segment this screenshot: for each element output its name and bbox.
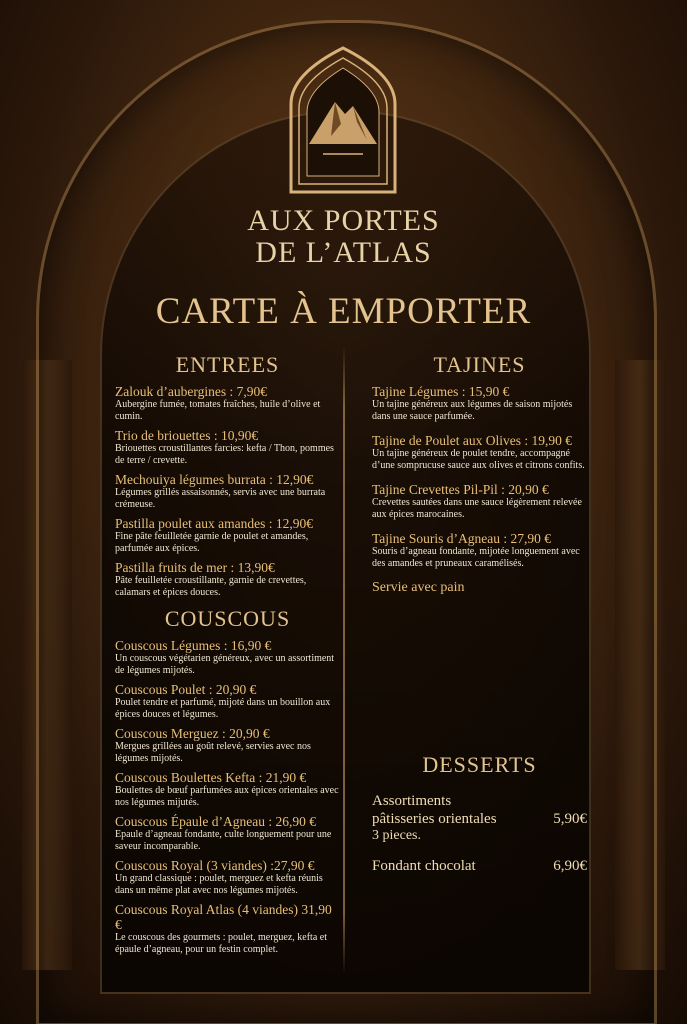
dessert-sub: 3 pieces.: [372, 828, 421, 843]
dessert-name-line1: Assortiments: [372, 793, 452, 809]
dessert-price: 6,90€: [553, 858, 587, 874]
item-desc: Le couscous des gourmets : poulet, merguez, kefta et épaule d’agneau, pour un festin complet.: [115, 932, 327, 955]
menu-item: [115, 428, 340, 466]
page-title: CARTE À EMPORTER: [155, 291, 532, 332]
item-desc: Un tajine généreux de poulet tendre, accompagné d’une sompruсuse sauce aux olives et citrons confits.: [372, 448, 585, 471]
served-with-bread-note: Servie avec pain: [372, 580, 465, 595]
menu-item: [115, 902, 340, 955]
item-desc: Aubergine fumée, tomates fraîches, huile d’olive et cumin.: [115, 399, 321, 422]
item-desc: Epaule d’agneau fondante, culte longuement pour une saveur incomparable.: [115, 829, 332, 852]
dessert-row: [372, 792, 587, 810]
mountain-arch-logo-icon: [283, 44, 403, 194]
dessert-price: 5,90€: [553, 811, 587, 827]
dessert-name-line2: pâtisseries orientales: [372, 811, 497, 827]
item-name: Tajine Souris d’Agneau : 27,90 €: [372, 531, 552, 546]
menu-item: [115, 726, 340, 764]
item-desc: Mergues grillées au goût relevé, servies avec nos légumes mijotés.: [115, 741, 311, 764]
item-desc: Un grand classique : poulet, merguez et kefta réunis dans un même plat avec nos légumes mijotés.: [115, 873, 323, 896]
menu-item: [115, 858, 340, 896]
menu-item: [115, 682, 340, 720]
item-desc: Un tajine généreux aux légumes de saison mijotés dans une sauce parfumée.: [372, 399, 573, 422]
desserts-section: [372, 752, 587, 875]
item-desc: Un couscous végétarien généreux, avec un assortiment de légumes mijotés.: [115, 653, 335, 676]
right-column: [372, 352, 587, 596]
left-column: [115, 352, 340, 961]
item-name: Tajine Légumes : 15,90 €: [372, 384, 510, 399]
item-name: Pastilla fruits de mer : 13,90€: [115, 560, 275, 575]
item-desc: Souris d’agneau fondante, mijotée longuement avec des amandes et pruneaux caramélisés.: [372, 546, 580, 569]
section-heading-couscous: COUSCOUS: [164, 606, 291, 631]
item-desc: Crevettes sautées dans une sauce légèrement relevée aux épices marocaines.: [372, 497, 582, 520]
item-name: Mechouiya légumes burrata : 12,90€: [115, 472, 314, 487]
menu-item: [372, 531, 587, 569]
item-name: Trio de briouettes : 10,90€: [115, 428, 259, 443]
item-name: Couscous Épaule d’Agneau : 26,90 €: [115, 814, 316, 829]
menu-item: [115, 560, 340, 598]
menu-item: [115, 814, 340, 852]
item-desc: Briouettes croustillantes farcies: kefta / Thon, pommes de terre / crevette.: [115, 443, 334, 466]
menu-item: [115, 472, 340, 510]
item-desc: Pâte feuilletée croustillante, garnie de crevettes, calamars et épices douces.: [115, 575, 307, 598]
dessert-row: [372, 810, 587, 828]
item-name: Tajine de Poulet aux Olives : 19,90 €: [372, 433, 573, 448]
item-name: Pastilla poulet aux amandes : 12,90€: [115, 516, 313, 531]
menu-item: [372, 482, 587, 520]
brand-name-line2: DE L’ATLAS: [255, 236, 432, 269]
item-desc: Poulet tendre et parfumé, mijoté dans un bouillon aux épices douces et légumes.: [115, 697, 331, 720]
section-heading-desserts: DESSERTS: [422, 752, 537, 777]
item-name: Couscous Poulet : 20,90 €: [115, 682, 257, 697]
item-desc: Fine pâte feuilletée garnie de poulet et amandes, parfumée aux épices.: [115, 531, 309, 554]
section-heading-tajines: TAJINES: [433, 352, 526, 377]
column-divider: [343, 345, 345, 975]
section-heading-entrees: ENTREES: [175, 352, 280, 377]
item-name: Couscous Légumes : 16,90 €: [115, 638, 272, 653]
dessert-name: Fondant chocolat: [372, 858, 476, 874]
item-desc: Boulettes de bœuf parfumées aux épices orientales avec nos légumes mijutés.: [115, 785, 339, 808]
item-name: Couscous Merguez : 20,90 €: [115, 726, 270, 741]
menu-item: [115, 516, 340, 554]
menu-item: [115, 770, 340, 808]
item-desc: Légumes grillés assaisonnés, servis avec une burrata crémeuse.: [115, 487, 326, 510]
dessert-row: [372, 857, 587, 875]
menu-item: [372, 384, 587, 422]
menu-item: [115, 638, 340, 676]
menu-item: [372, 433, 587, 471]
item-name: Tajine Crevettes Pil-Pil : 20,90 €: [372, 482, 549, 497]
item-name: Couscous Boulettes Kefta : 21,90 €: [115, 770, 307, 785]
menu-item: [115, 384, 340, 422]
item-name: Couscous Royal Atlas (4 viandes) 31,90 €: [115, 902, 332, 932]
brand-name-line1: AUX PORTES: [247, 204, 440, 237]
item-name: Zalouk d’aubergines : 7,90€: [115, 384, 267, 399]
item-name: Couscous Royal (3 viandes) :27,90 €: [115, 858, 315, 873]
